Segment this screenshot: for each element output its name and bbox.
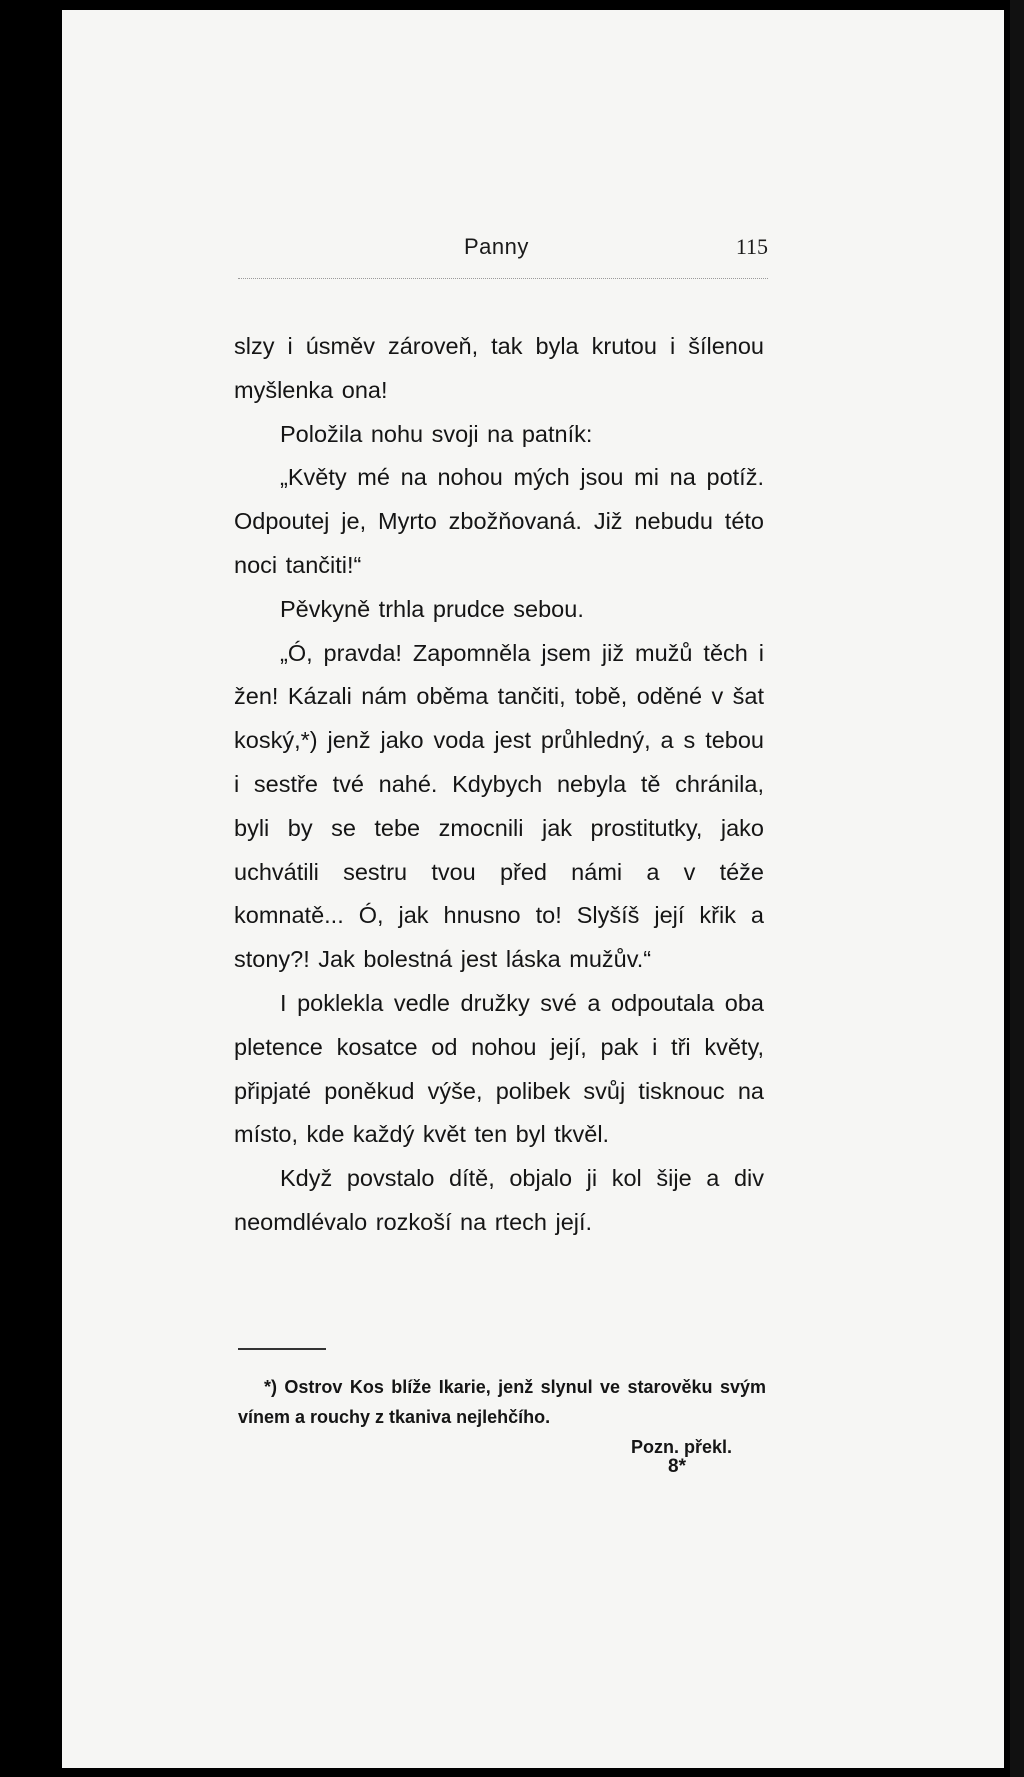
scan-border	[1010, 0, 1024, 1777]
footnote	[238, 1372, 766, 1462]
page-header	[238, 234, 768, 268]
page-number: 115	[735, 234, 768, 259]
paragraph: „Ó, pravda! Zapomněla jsem již mužů těch i žen! Kázali nám oběma tančiti, tobě, oděné v šat koský,*) jenž jako voda jest průhledný, a s tebou i sestře tvé nahé. Kdybych nebyla tě chránila, byli by se tebe zmocnili jak prostitutky, jako uchvátili sestru tvou před námi a v téže komnatě... Ó, jak hnusno to! Slyšíš její křik a stony?! Jak bolestná jest láska mužův.“	[234, 639, 764, 973]
signature-mark: 8*	[668, 1456, 686, 1477]
body-text	[234, 325, 764, 1245]
paragraph: Pěvkyně trhla prudce sebou.	[280, 595, 584, 622]
header-rule	[238, 278, 768, 279]
paragraph: slzy i úsměv zároveň, tak byla krutou i šílenou myšlenka ona!	[234, 333, 764, 403]
translator-note: Pozn. překl.	[630, 1437, 732, 1457]
footnote-rule	[238, 1348, 326, 1350]
paragraph: Když povstalo dítě, objalo ji kol šije a div neomdlévalo rozkoší na rtech její.	[234, 1165, 764, 1235]
footnote-text: *) Ostrov Kos blíže Ikarie, jenž slynul ve starověku svým vínem a rouchy z tkaniva nejlehčího.	[238, 1377, 766, 1427]
binding-edge	[40, 10, 62, 1768]
paragraph: I poklekla vedle družky své a odpoutala oba pletence kosatce od nohou její, pak i tři květy, připjaté poněkud výše, polibek svůj tisknouc na místo, kde každý květ ten byl tkvěl.	[234, 989, 764, 1148]
running-title: Panny	[464, 234, 529, 259]
paragraph: Položila nohu svoji na patník:	[280, 420, 593, 447]
paragraph: „Květy mé na nohou mých jsou mi na potíž. Odpoutej je, Myrto zbožňovaná. Již nebudu této noci tančiti!“	[234, 464, 764, 578]
